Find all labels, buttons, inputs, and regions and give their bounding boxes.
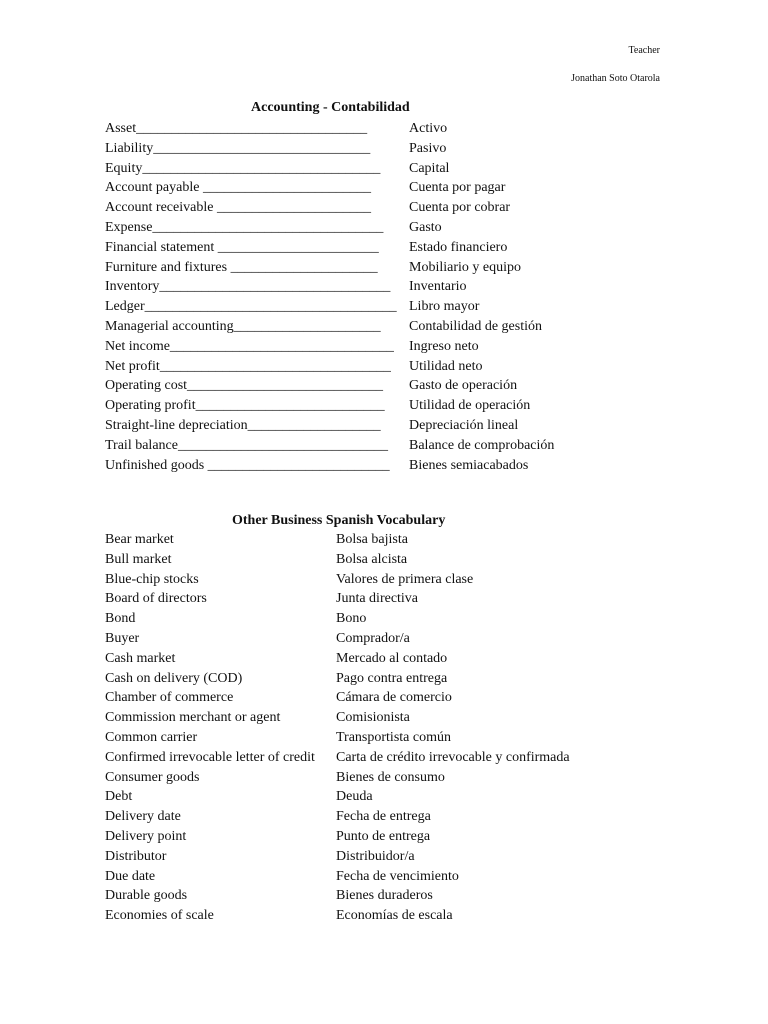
term-row [105, 297, 625, 317]
term-row [105, 688, 665, 708]
english-term: Net income________________________________ [105, 338, 394, 354]
term-row [105, 139, 625, 159]
spanish-term: Cuenta por pagar [409, 180, 506, 196]
english-term: Operating cost____________________________ [105, 378, 384, 394]
spanish-term: Bienes duraderos [336, 888, 433, 904]
spanish-term: Ingreso neto [409, 338, 479, 354]
term-row [105, 550, 665, 570]
vocabulary-section-title: Other Business Spanish Vocabulary [232, 513, 446, 528]
spanish-term: Junta directiva [336, 591, 419, 607]
term-row [105, 748, 665, 768]
english-term: Durable goods [105, 888, 188, 904]
term-row [105, 416, 625, 436]
spanish-term: Fecha de entrega [336, 809, 431, 825]
english-term: Account receivable ______________________ [105, 200, 371, 216]
term-row [105, 198, 625, 218]
spanish-term: Comprador/a [336, 630, 410, 646]
english-term: Equity__________________________________ [105, 160, 381, 176]
english-term: Due date [105, 868, 156, 884]
spanish-term: Bono [336, 611, 367, 627]
spanish-term: Cámara de comercio [336, 690, 452, 706]
english-term: Board of directors [105, 591, 207, 607]
spanish-term: Transportista común [336, 729, 451, 745]
english-term: Net profit_________________________________ [105, 358, 391, 374]
term-row [105, 669, 665, 689]
english-term: Operating profit___________________________ [105, 398, 385, 414]
term-row [105, 768, 665, 788]
accounting-section-title: Accounting - Contabilidad [251, 100, 410, 115]
term-row [105, 218, 625, 238]
english-term: Commission merchant or agent [105, 710, 281, 726]
english-term: Chamber of commerce [105, 690, 234, 706]
term-row [105, 847, 665, 867]
spanish-term: Libro mayor [409, 299, 480, 315]
spanish-term: Bolsa bajista [336, 532, 408, 547]
term-row [105, 159, 625, 179]
spanish-term: Pago contra entrega [336, 670, 448, 686]
english-term: Confirmed irrevocable letter of credit [105, 749, 315, 765]
english-term: Managerial accounting_____________________ [105, 318, 381, 334]
term-row [105, 589, 665, 609]
spanish-term: Contabilidad de gestión [409, 318, 542, 334]
term-row [105, 728, 665, 748]
spanish-term: Gasto [409, 219, 442, 235]
term-row [105, 530, 665, 550]
term-row [105, 258, 625, 278]
term-row [105, 609, 665, 629]
term-row [105, 396, 625, 416]
english-term: Furniture and fixtures _____________________ [105, 259, 378, 275]
spanish-term: Estado financiero [409, 239, 508, 255]
english-term: Delivery point [105, 828, 187, 844]
spanish-term: Cuenta por cobrar [409, 200, 511, 216]
spanish-term: Depreciación lineal [409, 417, 519, 433]
spanish-term: Utilidad de operación [409, 398, 531, 414]
term-row [105, 436, 625, 456]
header-role: Teacher [628, 45, 660, 56]
english-term: Asset_________________________________ [105, 121, 368, 136]
spanish-term: Fecha de vencimiento [336, 868, 459, 884]
english-term: Bear market [105, 532, 174, 547]
spanish-term: Utilidad neto [409, 358, 483, 374]
spanish-term: Valores de primera clase [336, 571, 474, 587]
english-term: Common carrier [105, 729, 198, 745]
term-row [105, 708, 665, 728]
spanish-term: Comisionista [336, 710, 410, 726]
term-row [105, 317, 625, 337]
term-row [105, 357, 625, 377]
english-term: Account payable ________________________ [105, 180, 371, 196]
spanish-term: Activo [409, 121, 448, 136]
spanish-term: Balance de comprobación [409, 437, 555, 453]
accounting-term-list [105, 119, 625, 475]
term-row [105, 456, 625, 476]
spanish-term: Deuda [336, 789, 373, 805]
english-term: Distributor [105, 848, 167, 864]
spanish-term: Inventario [409, 279, 467, 295]
english-term: Blue-chip stocks [105, 571, 199, 587]
term-row [105, 376, 625, 396]
english-term: Straight-line depreciation___________________ [105, 417, 381, 433]
term-row [105, 629, 665, 649]
english-term: Debt [105, 789, 133, 805]
english-term: Economies of scale [105, 908, 214, 924]
english-term: Trail balance______________________________ [105, 437, 388, 453]
spanish-term: Bienes de consumo [336, 769, 445, 785]
term-row [105, 649, 665, 669]
term-row [105, 119, 625, 139]
english-term: Expense_________________________________ [105, 219, 384, 235]
english-term: Financial statement _______________________ [105, 239, 379, 255]
english-term: Delivery date [105, 809, 181, 825]
english-term: Consumer goods [105, 769, 200, 785]
term-row [105, 787, 665, 807]
english-term: Ledger____________________________________ [105, 299, 397, 315]
spanish-term: Mercado al contado [336, 650, 448, 666]
term-row [105, 827, 665, 847]
spanish-term: Gasto de operación [409, 378, 518, 394]
spanish-term: Economías de escala [336, 908, 453, 924]
term-row [105, 570, 665, 590]
term-row [105, 178, 625, 198]
term-row [105, 238, 625, 258]
english-term: Unfinished goods __________________________ [105, 457, 390, 473]
term-row [105, 886, 665, 906]
term-row [105, 277, 625, 297]
spanish-term: Bolsa alcista [336, 551, 408, 567]
spanish-term: Pasivo [409, 140, 447, 156]
spanish-term: Mobiliario y equipo [409, 259, 521, 275]
english-term: Liability_______________________________ [105, 140, 371, 156]
english-term: Bond [105, 611, 136, 627]
term-row [105, 807, 665, 827]
term-row [105, 337, 625, 357]
term-row [105, 867, 665, 887]
english-term: Cash market [105, 650, 176, 666]
term-row [105, 906, 665, 926]
spanish-term: Distribuidor/a [336, 848, 415, 864]
english-term: Cash on delivery (COD) [105, 670, 243, 686]
spanish-term: Punto de entrega [336, 828, 431, 844]
english-term: Inventory_________________________________ [105, 279, 391, 295]
english-term: Buyer [105, 630, 140, 646]
header-teacher-name: Jonathan Soto Otarola [571, 73, 660, 84]
spanish-term: Bienes semiacabados [409, 457, 529, 473]
spanish-term: Carta de crédito irrevocable y confirmada [336, 749, 570, 765]
spanish-term: Capital [409, 160, 450, 176]
english-term: Bull market [105, 551, 172, 567]
vocabulary-term-list [105, 530, 665, 926]
